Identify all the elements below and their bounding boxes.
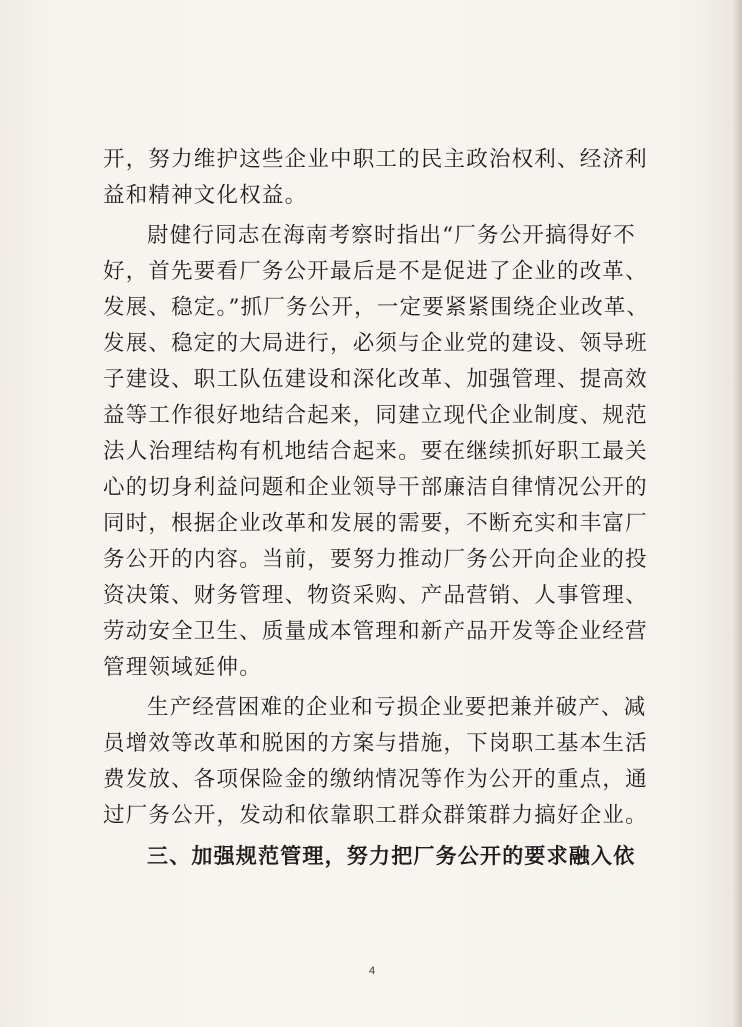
text-line: 员增效等改革和脱困的方案与措施，下岗职工基本生活	[103, 731, 648, 756]
text-line: 务公开的内容。当前，要努力推动厂务公开向企业的投	[103, 547, 648, 572]
text-line: 心的切身利益问题和企业领导干部廉洁自律情况公开的	[103, 475, 648, 500]
text-line: 开，努力维护这些企业中职工的民主政治权利、经济利	[103, 147, 648, 172]
text-line: 过厂务公开，发动和依靠职工群众群策群力搞好企业。	[103, 803, 648, 828]
page-edge-shadow	[732, 0, 742, 1027]
paragraph-3	[103, 690, 648, 834]
section-heading-text: 三、加强规范管理，努力把厂务公开的要求融入依	[147, 844, 636, 868]
page-number: 4	[368, 965, 376, 977]
document-body	[103, 142, 650, 878]
text-line: 发展、稳定的大局进行，必须与企业党的建设、领导班	[103, 331, 648, 356]
text-line: 益和精神文化权益。	[103, 183, 308, 208]
paragraph-2	[103, 218, 650, 686]
text-line: 尉健行同志在海南考察时指出“厂务公开搞得好不	[147, 223, 636, 248]
text-line: 资决策、财务管理、物资采购、产品营销、人事管理、	[103, 583, 648, 608]
text-line: 发展、稳定。”抓厂务公开，一定要紧紧围绕企业改革、	[103, 295, 650, 320]
text-line: 益等工作很好地结合起来，同建立现代企业制度、规范	[103, 403, 648, 428]
paragraph-1	[103, 142, 648, 214]
text-line: 子建设、职工队伍建设和深化改革、加强管理、提高效	[103, 367, 648, 392]
text-line: 费发放、各项保险金的缴纳情况等作为公开的重点，通	[103, 767, 648, 792]
section-heading	[103, 838, 636, 874]
text-line: 法人治理结构有机地结合起来。要在继续抓好职工最关	[103, 439, 648, 464]
text-line: 劳动安全卫生、质量成本管理和新产品开发等企业经营	[103, 619, 648, 644]
text-line: 生产经营困难的企业和亏损企业要把兼并破产、减	[147, 695, 647, 720]
text-line: 管理领域延伸。	[103, 655, 262, 680]
text-line: 好，首先要看厂务公开最后是不是促进了企业的改革、	[103, 259, 648, 284]
text-line: 同时，根据企业改革和发展的需要，不断充实和丰富厂	[103, 511, 648, 536]
